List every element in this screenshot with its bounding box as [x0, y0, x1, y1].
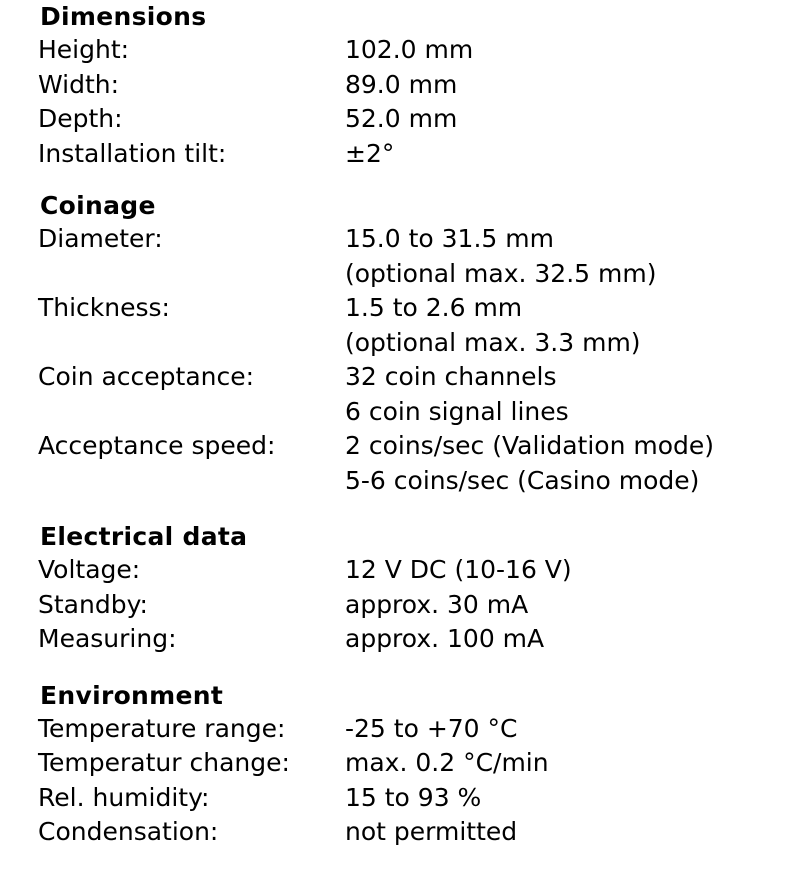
spec-row: [0, 68, 812, 103]
spec-row: [0, 781, 812, 816]
spec-value: 52.0 mm: [345, 104, 458, 133]
spec-label: Diameter:: [38, 224, 163, 253]
section-title: Environment: [40, 680, 224, 710]
spec-row: [0, 137, 812, 172]
spec-label: Installation tilt:: [38, 138, 227, 168]
spec-value: 6 coin signal lines: [345, 396, 569, 426]
spec-label: Condensation:: [38, 817, 219, 846]
spec-label: Depth:: [38, 104, 123, 133]
section-title: Electrical data: [40, 522, 248, 551]
spec-value: 2 coins/sec (Validation mode): [345, 431, 715, 460]
spec-label: Coin acceptance:: [38, 362, 255, 391]
spec-label: Thickness:: [38, 293, 170, 322]
spec-row: [0, 360, 812, 395]
spec-row-continuation: [0, 395, 812, 430]
section-title: Coinage: [40, 191, 156, 220]
spec-label: Acceptance speed:: [38, 431, 276, 460]
spec-row: [0, 815, 812, 850]
spec-value: 15 to 93 %: [345, 782, 482, 812]
spec-row-continuation: [0, 326, 812, 361]
spec-value: 12 V DC (10-16 V): [345, 555, 572, 584]
spec-value: ±2°: [345, 138, 395, 168]
spec-value: not permitted: [345, 817, 518, 846]
spec-row: [0, 291, 812, 326]
spec-value: 102.0 mm: [345, 35, 474, 64]
spec-value: 5-6 coins/sec (Casino mode): [345, 465, 700, 495]
spec-value: -25 to +70 °C: [345, 713, 518, 743]
spec-label: Width:: [38, 69, 120, 99]
spec-label: Temperature range:: [38, 713, 286, 743]
section-electrical-data: [0, 520, 812, 657]
section-title: Dimensions: [40, 2, 207, 31]
spec-row-continuation: [0, 257, 812, 292]
spec-value: 32 coin channels: [345, 362, 557, 391]
spec-label: Voltage:: [38, 555, 141, 584]
section-coinage: [0, 189, 812, 498]
spec-row-continuation: [0, 464, 812, 499]
spec-value: (optional max. 32.5 mm): [345, 258, 657, 288]
spec-row: [0, 712, 812, 747]
spec-row: [0, 746, 812, 781]
spec-label: Rel. humidity:: [38, 782, 210, 812]
spec-row: [0, 622, 812, 657]
spec-row: [0, 102, 812, 137]
spec-row: [0, 553, 812, 588]
section-environment: [0, 679, 812, 850]
spec-label: Measuring:: [38, 624, 177, 653]
spec-label: Height:: [38, 35, 130, 64]
section-dimensions: [0, 0, 812, 171]
spec-label: Standby:: [38, 589, 148, 619]
spec-row: [0, 222, 812, 257]
spec-row: [0, 588, 812, 623]
spec-value: approx. 30 mA: [345, 589, 529, 619]
spec-value: 89.0 mm: [345, 69, 458, 99]
spec-value: 15.0 to 31.5 mm: [345, 224, 554, 253]
spec-value: approx. 100 mA: [345, 624, 545, 653]
spec-row: [0, 429, 812, 464]
spec-label: Temperatur change:: [38, 748, 290, 777]
spec-value: max. 0.2 °C/min: [345, 748, 549, 777]
spec-value: 1.5 to 2.6 mm: [345, 293, 523, 322]
spec-row: [0, 33, 812, 68]
spec-value: (optional max. 3.3 mm): [345, 327, 641, 357]
